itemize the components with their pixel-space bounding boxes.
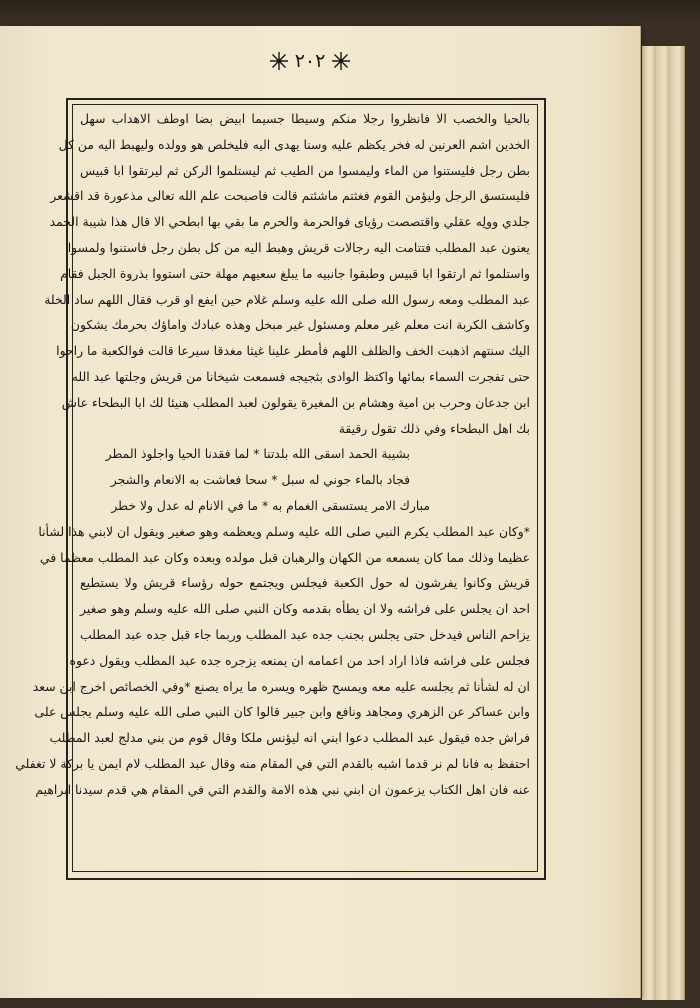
poem xyxy=(80,441,530,518)
text-line: وكاشف الكربة انت معلم غير معلم ومسئول غير مبخل وهذه عبادك واماؤك بحرمك يشكون xyxy=(70,317,530,333)
poem-verse: فجاد بالماء جوني له سبل * سحا فعاشت به الانعام والشجر xyxy=(110,472,410,488)
text-line: عبد المطلب ومعه رسول الله صلى الله عليه وسلم غلام حين ايفع او قرب فقال اللهم ساد الخلة xyxy=(44,291,530,307)
poem-verse: بشيبة الحمد اسقى الله بلدتنا * لما فقدنا الحيا واجلوذ المطر xyxy=(105,446,410,462)
text-line: قريش وكانوا يفرشون له حول الكعبة فيجلس ويجتمع حوله رؤساء قريش ولا يستطيع xyxy=(80,575,530,591)
text-line: الخدين اشم العرنين له فخر يكظم عليه وسنا يهدى اليه فليخلص هو وولده وليهبط اليه من كل xyxy=(58,136,530,152)
text-line: فجلس على فراشه فاذا اراد احد من اعمامه ان يمنعه يزجره جده عبد المطلب ويقول دعوه xyxy=(69,652,530,668)
text-line: عنه فان اهل الكتاب يزعمون ان ابني نبي هذه الامة والقدم التي في المقام هي قدم سيدنا ابراهيم xyxy=(35,781,530,797)
text-line: اليك سنتهم اذهبت الخف والظلف اللهم فأمطر علينا غيثا مغدقا سيرعا قالت فوالكعبة ما راحوا xyxy=(56,343,530,359)
poem-verse: مبارك الامر يستسقى الغمام به * ما في الانام له عدل ولا خطر xyxy=(111,497,430,513)
text-line: *وكان عبد المطلب يكرم النبي صلى الله عليه وسلم ويعظمه وهو صغير ويقول ان لابني هذا لشأنا xyxy=(38,523,530,539)
text-line: حتى تفجرت السماء بمائها واكتظ الوادى بثجيجه فسمعت شيخانا من قريش وجلتها عبد الله xyxy=(71,368,530,384)
text-line: فليستسق الرجل وليؤمن القوم فغثتم ماشئتم قالت فاصبحت علم الله تعالى مذعورة قد اقشعر xyxy=(50,188,530,204)
text-block xyxy=(15,106,530,803)
scan-background xyxy=(0,0,700,28)
ornament-icon xyxy=(269,51,289,71)
page-header xyxy=(250,48,370,74)
page-edge-leaf xyxy=(642,46,657,1000)
text-line: جلدي وولِه عقلي واقتصصت رؤياى فوالحرمة والحرم ما بقي بها ابطحي الا قال هذا شيبة الحمد xyxy=(49,214,530,230)
text-line: احد ان يجلس على فراشه ولا ان يطأه بقدمه وكان النبي صلى الله عليه وسلم وهو صغير xyxy=(80,601,530,617)
text-line: وابن عساكر عن الزهري ومجاهد ونافع وابن جبير قالوا كان النبي صلى الله عليه وسلم يجلس على xyxy=(34,704,530,720)
text-line: بك اهل البطحاء وفي ذلك تقول رقيقة xyxy=(338,420,530,436)
text-line: فراش جده فيقول عبد المطلب دعوا ابني انه ليؤنس ملكا وقال قوم من بني مدلج لعبد المطلب xyxy=(49,730,530,746)
page-edge-leaf xyxy=(656,46,671,1000)
text-line: واستلموا ثم ارتقوا ابا قبيس وطبقوا جانبيه ما يبلغ سعيهم مهلة حتى استووا بذروة الجبل فقام xyxy=(60,265,530,281)
text-line: احتفظ به فانا لم نر قدما اشبه بالقدم التي في المقام منه وقال عبد المطلب لام ايمن يا بركة لا تغفلي xyxy=(15,755,530,771)
page-edge-leaf xyxy=(670,46,685,1000)
text-line: يعنون عبد المطلب فتتامت اليه رجالات قريش وهبط اليه من كل بطن رجل فاستنوا ولمسوا xyxy=(67,239,530,255)
text-line: يزاحم الناس فيدخل حتى يجلس بجنب جده عبد المطلب وربما جاء قبل جده عبد المطلب xyxy=(80,626,530,642)
page-number: ٢٠٢ xyxy=(294,50,326,72)
text-line: بالحيا والخصب الا فانظروا رجلا منكم وسيطا جسيما ابيض بضا اوطف الاهداب سهل xyxy=(80,111,530,126)
text-line: ان له لشأنا ثم يجلسه عليه معه ويمسح ظهره ويسره ما يراه يصنع *وفي الخصائص اخرج ابن سعد xyxy=(32,678,530,694)
ornament-icon xyxy=(331,51,351,71)
text-line: ابن جدعان وحرب بن امية وهشام بن المغيرة يقولون لعبد المطلب هنيئا لك ابا البطحاء عاش xyxy=(61,394,530,410)
text-line: عظيما وذلك مما كان يسمعه من الكهان والرهبان قبل مولده وبعده وكان عبد المطلب معظما في xyxy=(39,549,530,565)
text-line: بطن رجل فليستنوا من الماء وليمسوا من الطيب ثم ليستلموا الركن ثم ليرتقوا ابا قبيس xyxy=(80,162,530,178)
